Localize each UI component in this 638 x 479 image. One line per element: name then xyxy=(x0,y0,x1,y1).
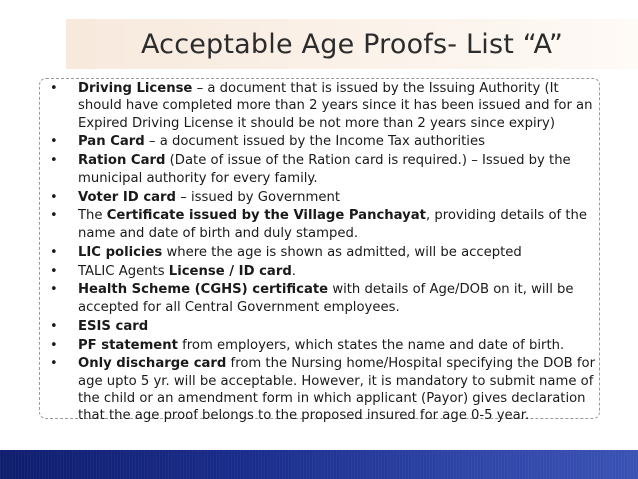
item-bold: License / ID card xyxy=(168,263,292,279)
item-prefix: The xyxy=(78,208,107,224)
bullet-icon: • xyxy=(50,282,58,298)
bullet-icon: • xyxy=(50,189,58,205)
item-text: – a document that is issued by the Issuing Authority (It should have completed more than 2 years since it has been issued and for an Expired Driving License it should be not more than 2 years since expiry) xyxy=(78,81,593,131)
item-text: – a document issued by the Income Tax authorities xyxy=(144,134,485,150)
footer-bar xyxy=(0,450,638,479)
item-text: from the Nursing home/Hospital specifying the DOB for age upto 5 yr. will be acceptable. However, it is mandatory to submit name of the child or an amendment form in which applicant (Payor) gives declaration that the age proof belongs to the proposed insured for age 0-5 year. xyxy=(78,356,596,424)
item-text: (Date of issue of the Ration card is required.) – Issued by the municipal authority for every family. xyxy=(78,153,571,186)
item-bold: LIC policies xyxy=(78,244,163,260)
item-bold: ESIS card xyxy=(78,318,149,334)
item-bold: Voter ID card xyxy=(78,189,176,205)
item-text: – issued by Government xyxy=(176,189,341,205)
list-item xyxy=(47,189,597,206)
bullet-icon: • xyxy=(50,134,58,150)
bullet-icon: • xyxy=(50,81,58,96)
item-bold: PF statement xyxy=(78,337,178,353)
list-item xyxy=(47,355,597,424)
item-prefix: TALIC Agents xyxy=(78,263,169,279)
list-item xyxy=(47,133,597,150)
bullet-icon: • xyxy=(50,153,58,169)
slide-title: Acceptable Age Proofs- List “A” xyxy=(140,28,564,60)
item-bold: Ration Card xyxy=(78,153,166,169)
item-text: , providing details of the name and date of birth and duly stamped. xyxy=(78,208,588,241)
list-item xyxy=(47,318,597,335)
item-text: with details of Age/DOB on it, will be accepted for all Central Government employees. xyxy=(78,282,574,315)
bullet-icon: • xyxy=(50,244,58,260)
item-bold: Only discharge card xyxy=(78,356,227,372)
list-item xyxy=(47,80,597,132)
list-item xyxy=(47,152,597,187)
age-proof-list xyxy=(47,80,597,426)
bullet-icon: • xyxy=(50,356,58,372)
list-item xyxy=(47,244,597,261)
bullet-icon: • xyxy=(50,208,58,224)
bullet-icon: • xyxy=(50,263,58,279)
item-text: . xyxy=(291,263,296,279)
list-item xyxy=(47,281,597,316)
item-bold: Health Scheme (CGHS) certificate xyxy=(78,282,329,298)
list-item xyxy=(47,337,597,354)
list-item xyxy=(47,207,597,242)
item-text: from employers, which states the name and date of birth. xyxy=(177,337,565,353)
item-bold: Driving License xyxy=(78,81,193,96)
bullet-icon: • xyxy=(50,337,58,353)
bullet-icon: • xyxy=(50,318,58,334)
list-item xyxy=(47,263,597,280)
item-bold: Pan Card xyxy=(78,134,145,150)
item-text: where the age is shown as admitted, will be accepted xyxy=(162,244,522,260)
item-bold: Certificate issued by the Village Panchayat xyxy=(106,208,426,224)
